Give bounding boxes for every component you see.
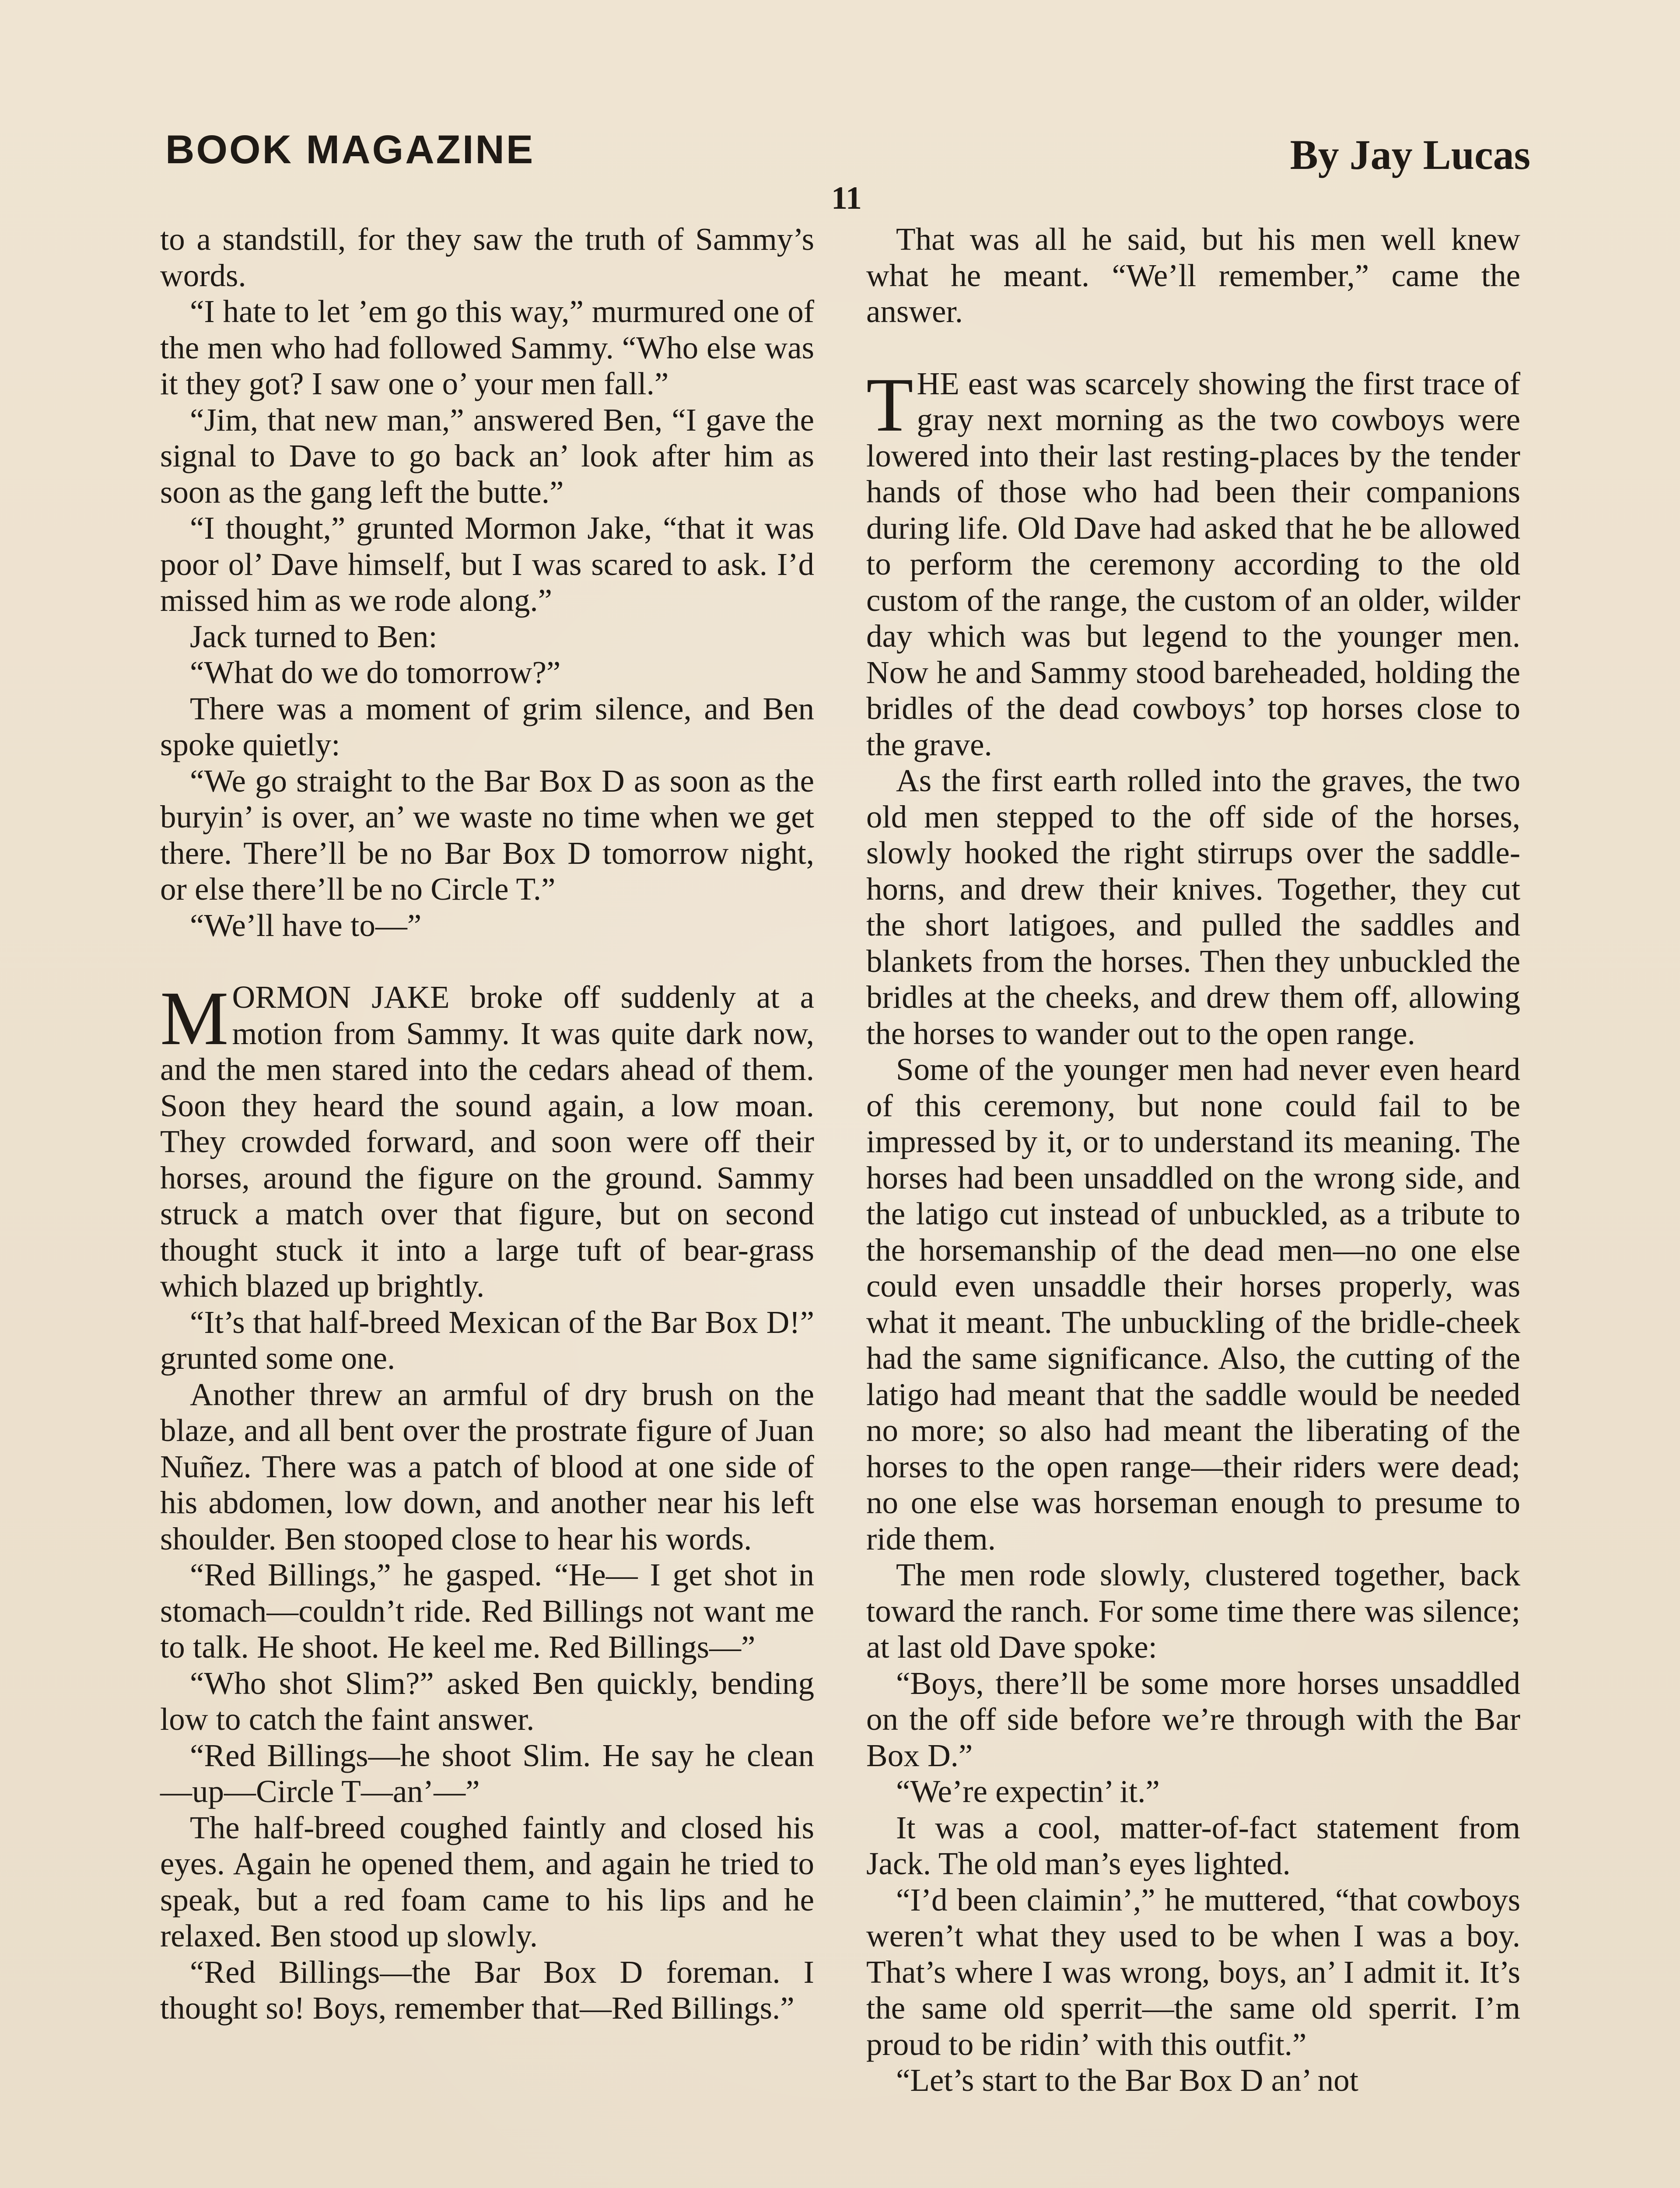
paragraph: There was a moment of grim silence, and Ben spoke quietly:: [160, 691, 814, 762]
paragraph: That was all he said, but his men well knew what he meant. “We’ll remember,” came the answer.: [866, 221, 1520, 329]
paragraph: As the first earth rolled into the graves, the two old men stepped to the off side of the horses, slowly hooked the right stirrups over the saddle-horns, and drew their knives. Together, they cut the short latigoes, and pulled the saddles and blankets from the horses. Then they unbuckled the bridles at the cheeks, and drew them off, allowing the horses to wander out to the open range.: [866, 763, 1520, 1051]
paragraph: “I’d been claimin’,” he muttered, “that cowboys weren’t what they used to be when I was a boy. That’s where I was wrong, boys, an’ I admit it. It’s the same old sperrit—the same old sperrit. I’m proud to be ridin’ with this outfit.”: [866, 1882, 1520, 2062]
paragraph: Jack turned to Ben:: [190, 618, 438, 654]
paragraph: Another threw an armful of dry brush on the blaze, and all bent over the prostrate figure of Juan Nuñez. There was a patch of blood at one side of his abdomen, low down, and another near his left shoulder. Ben stooped close to hear his words.: [160, 1376, 814, 1557]
paragraph-text: ORMON JAKE broke off suddenly at a motion from Sammy. It was quite dark now, and the men stared into the cedars ahead of them. Soon they heard the sound again, a low moan. They crowded forward, and soon were off their horses, around the figure on the ground. Sammy struck a match over that figure, but on second thought stuck it into a large tuft of bear-grass which blazed up brightly.: [160, 979, 814, 1304]
paragraph: “I hate to let ’em go this way,” murmured one of the men who had followed Sammy. “Who else was it they got? I saw one o’ your men fall.”: [160, 294, 814, 401]
paragraph: “I thought,” grunted Mormon Jake, “that it was poor ol’ Dave himself, but I was scared to ask. I’d missed him as we rode along.”: [160, 510, 814, 618]
page-number: 11: [831, 180, 862, 216]
paragraph: “Jim, that new man,” answered Ben, “I gave the signal to Dave to go back an’ look after him as soon as the gang left the butte.”: [160, 402, 814, 510]
paragraph-text: HE east was scarcely showing the first trace of gray next morning as the two cowboys were lowered into their last resting-places by the tender hands of those who had been their companions during life. Old Dave had asked that he be allowed to perform the ceremony according to the old custom of the range, the custom of an older, wilder day which was but legend to the younger men. Now he and Sammy stood bareheaded, holding the bridles of the dead cowboys’ top horses close to the grave.: [866, 365, 1520, 762]
paragraph: The half-breed coughed faintly and closed his eyes. Again he opened them, and again he tried to speak, but a red foam came to his lips and he relaxed. Ben stood up slowly.: [160, 1809, 814, 1953]
paragraph: “Boys, there’ll be some more horses unsaddled on the off side before we’re through with the Bar Box D.”: [866, 1665, 1520, 1773]
paragraph: “We’re expectin’ it.”: [896, 1774, 1160, 1809]
author-byline: By Jay Lucas: [1290, 131, 1530, 178]
left-column: [160, 221, 814, 2027]
paragraph: “It’s that half-breed Mexican of the Bar Box D!” grunted some one.: [160, 1304, 814, 1376]
paragraph: to a standstill, for they saw the truth of Sammy’s words.: [160, 221, 814, 293]
paragraph: “We go straight to the Bar Box D as soon as the buryin’ is over, an’ we waste no time when we get there. There’ll be no Bar Box D tomorrow night, or else there’ll be no Circle T.”: [160, 763, 814, 907]
paragraph: “Red Billings—the Bar Box D foreman. I thought so! Boys, remember that—Red Billings.”: [160, 1954, 814, 2026]
paragraph: The men rode slowly, clustered together, back toward the ranch. For some time there was silence; at last old Dave spoke:: [866, 1557, 1520, 1665]
drop-cap: M: [160, 976, 229, 1061]
paragraph: Some of the younger men had never even heard of this ceremony, but none could fail to be impressed by it, or to understand its meaning. The horses had been unsaddled on the wrong side, and the latigo cut instead of unbuckled, as a tribute to the horsemanship of the dead men—no one else could even unsaddle their horses properly, was what it meant. The unbuckling of the bridle-cheek had the same significance. Also, the cutting of the latigo had meant that the saddle would be needed no more; so also had meant the liberating of the horses to the open range—their riders were dead; no one else was horseman enough to presume to ride them.: [866, 1052, 1520, 1557]
paragraph: “What do we do tomorrow?”: [190, 655, 561, 690]
section-paragraph: [160, 976, 814, 1304]
paragraph: “Let’s start to the Bar Box D an’ not: [896, 2062, 1358, 2098]
section-paragraph: [866, 362, 1520, 763]
drop-cap: T: [866, 362, 914, 448]
paragraph: “Who shot Slim?” asked Ben quickly, bending low to catch the faint answer.: [160, 1665, 814, 1737]
paragraph: “We’ll have to—”: [190, 907, 422, 943]
right-column: [866, 221, 1520, 2099]
paragraph: “Red Billings,” he gasped. “He— I get shot in stomach—couldn’t ride. Red Billings not want me to talk. He shoot. He keel me. Red Billings—”: [160, 1557, 814, 1665]
paragraph: “Red Billings—he shoot Slim. He say he clean—up—Circle T—an’—”: [160, 1737, 814, 1809]
paragraph: It was a cool, matter-of-fact statement from Jack. The old man’s eyes lighted.: [866, 1809, 1520, 1881]
magazine-title: BOOK MAGAZINE: [165, 127, 535, 172]
